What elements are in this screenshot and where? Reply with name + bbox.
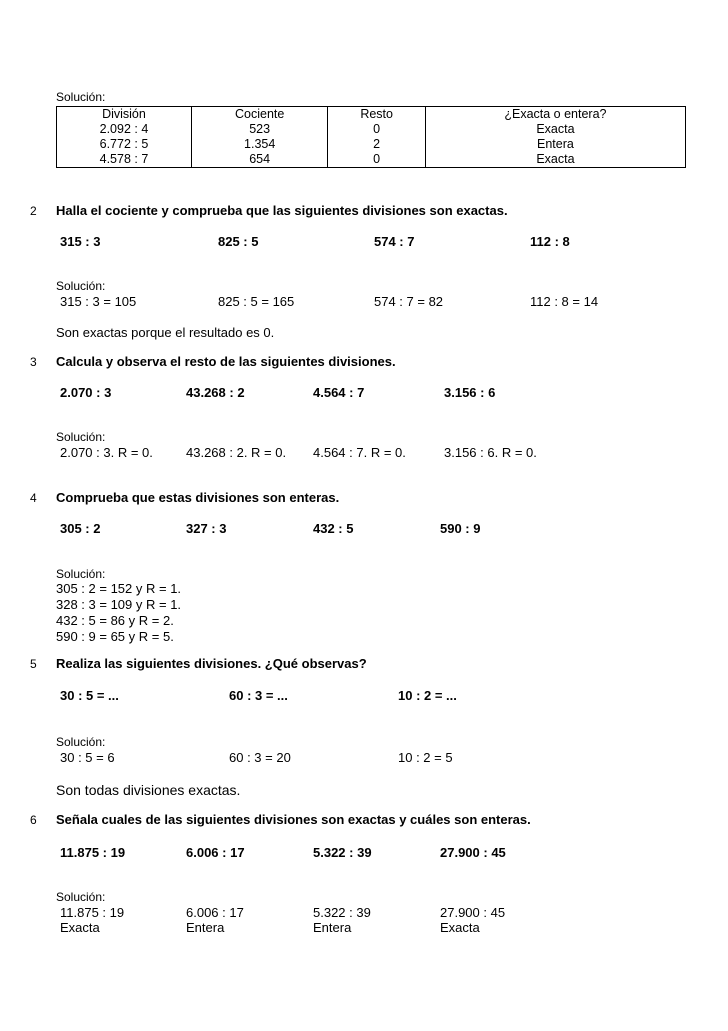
table-cell: Exacta [425, 152, 685, 168]
exercise-item: 432 : 5 [313, 521, 354, 536]
exercise-item: 4.564 : 7 [313, 385, 365, 400]
exercise-title: Comprueba que estas divisiones son enteras. [56, 490, 340, 505]
table-row [57, 152, 686, 168]
exercise-number: 5 [30, 657, 37, 671]
table-header-row [57, 107, 686, 123]
table-cell: 6.772 : 5 [57, 137, 192, 152]
solution-type: Entera [186, 920, 225, 935]
solution-label: Solución: [56, 890, 106, 904]
table-header: ¿Exacta o entera? [425, 107, 685, 123]
exercise-number: 6 [30, 813, 37, 827]
table-header: Cociente [191, 107, 328, 123]
exercise-item: 30 : 5 = ... [60, 688, 119, 703]
exercise-title: Realiza las siguientes divisiones. ¿Qué observas? [56, 656, 367, 671]
table-header: Resto [328, 107, 425, 123]
solution-note: Son todas divisiones exactas. [56, 782, 241, 798]
solution-answer: 574 : 7 = 82 [374, 294, 444, 309]
solution-answer: 30 : 5 = 6 [60, 750, 115, 765]
solution-type: Exacta [440, 920, 480, 935]
table-cell: Entera [425, 137, 685, 152]
exercise-title: Halla el cociente y comprueba que las siguientes divisiones son exactas. [56, 203, 508, 218]
solution-answer: 590 : 9 = 65 y R = 5. [56, 629, 174, 644]
exercise-item: 574 : 7 [374, 234, 415, 249]
table-cell: Exacta [425, 122, 685, 137]
exercise-item: 2.070 : 3 [60, 385, 112, 400]
solution-table [56, 106, 686, 168]
table-cell: 2.092 : 4 [57, 122, 192, 137]
exercise-item: 825 : 5 [218, 234, 259, 249]
exercise-number: 2 [30, 204, 37, 218]
exercise-item: 27.900 : 45 [440, 845, 506, 860]
exercise-item: 60 : 3 = ... [229, 688, 288, 703]
solution-answer: 11.875 : 19 [60, 905, 125, 920]
exercise-item: 43.268 : 2 [186, 385, 245, 400]
table-cell: 4.578 : 7 [57, 152, 192, 168]
exercise-number: 4 [30, 491, 37, 505]
exercise-item: 305 : 2 [60, 521, 101, 536]
exercise-title: Señala cuales de las siguientes divisiones son exactas y cuáles son enteras. [56, 812, 531, 827]
exercise-item: 5.322 : 39 [313, 845, 372, 860]
solution-answer: 825 : 5 = 165 [218, 294, 295, 309]
table-cell: 0 [328, 152, 425, 168]
exercise-item: 6.006 : 17 [186, 845, 245, 860]
exercise-item: 315 : 3 [60, 234, 101, 249]
solution-answer: 27.900 : 45 [440, 905, 506, 920]
exercise-item: 327 : 3 [186, 521, 227, 536]
solution-answer: 6.006 : 17 [186, 905, 244, 920]
table-cell: 1.354 [191, 137, 328, 152]
solution-answer: 328 : 3 = 109 y R = 1. [56, 597, 182, 612]
solution-note: Son exactas porque el resultado es 0. [56, 325, 275, 340]
solution-answer: 3.156 : 6. R = 0. [444, 445, 537, 460]
solution-answer: 43.268 : 2. R = 0. [186, 445, 287, 460]
solution-label: Solución: [56, 279, 106, 293]
exercise-item: 11.875 : 19 [60, 845, 126, 860]
table-cell: 523 [191, 122, 328, 137]
exercise-item: 3.156 : 6 [444, 385, 496, 400]
exercise-number: 3 [30, 355, 37, 369]
solution-type: Entera [313, 920, 352, 935]
solution-answer: 10 : 2 = 5 [398, 750, 453, 765]
solution-answer: 112 : 8 = 14 [530, 294, 599, 309]
table-cell: 654 [191, 152, 328, 168]
solution-type: Exacta [60, 920, 100, 935]
solution-answer: 5.322 : 39 [313, 905, 371, 920]
solution-answer: 432 : 5 = 86 y R = 2. [56, 613, 174, 628]
solution-answer: 4.564 : 7. R = 0. [313, 445, 406, 460]
table-header: División [57, 107, 192, 123]
solution-answer: 315 : 3 = 105 [60, 294, 137, 309]
solution-label: Solución: [56, 90, 106, 104]
solution-answer: 305 : 2 = 152 y R = 1. [56, 581, 182, 596]
solution-label: Solución: [56, 430, 106, 444]
solution-answer: 60 : 3 = 20 [229, 750, 291, 765]
solution-answer: 2.070 : 3. R = 0. [60, 445, 153, 460]
table-row [57, 122, 686, 137]
solution-label: Solución: [56, 567, 106, 581]
solution-label: Solución: [56, 735, 106, 749]
exercise-title: Calcula y observa el resto de las siguientes divisiones. [56, 354, 396, 369]
exercise-item: 590 : 9 [440, 521, 481, 536]
table-cell: 2 [328, 137, 425, 152]
exercise-item: 10 : 2 = ... [398, 688, 457, 703]
exercise-item: 112 : 8 [530, 234, 570, 249]
table-row [57, 137, 686, 152]
table-cell: 0 [328, 122, 425, 137]
